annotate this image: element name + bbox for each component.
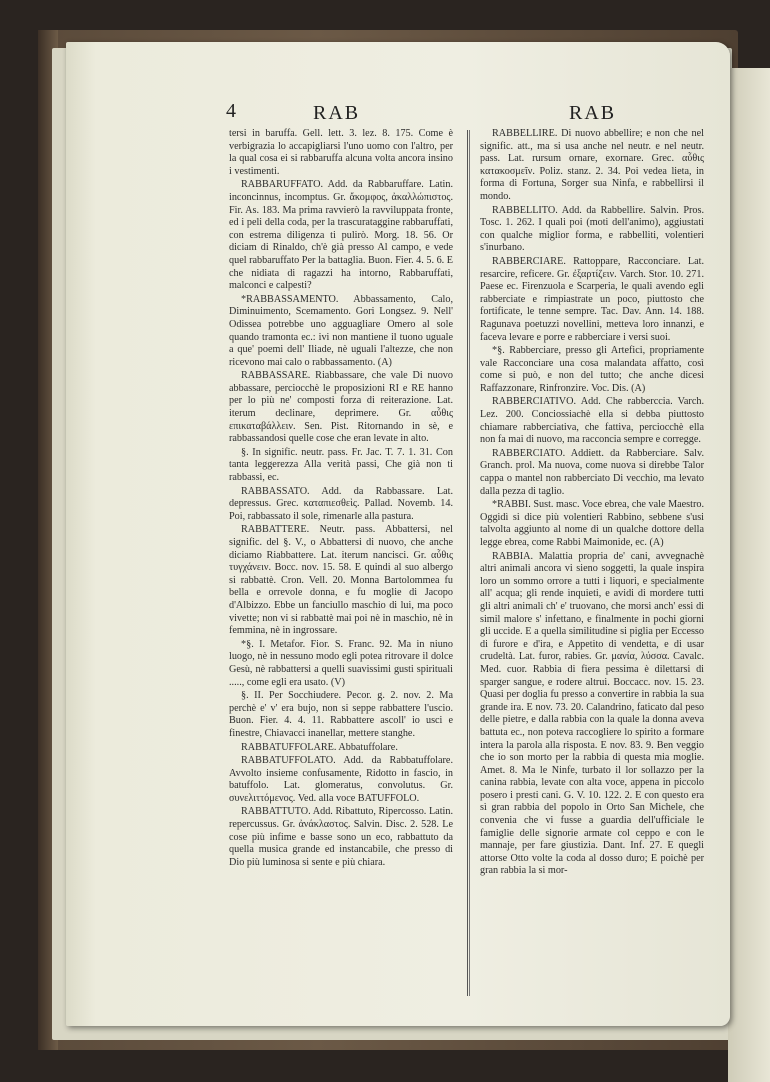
entry: RABBELLITO. Add. da Rabbellire. Salvin. Pros. Tosc. 1. 262. I quali poi (moti dell'animo), aggiustati con qualche miglior forma, e rabbelliti, volentieri s'inurbano. [480,204,704,254]
entry: §. In signific. neutr. pass. Fr. Jac. T. 7. 1. 31. Con tanta leggerezza Alla verità passi, Che già non ti rabbassi, ec. [229,446,453,484]
column-rule [467,130,468,996]
entry: RABBASSATO. Add. da Rabbassare. Lat. depressus. Grec. καταπιεσθεὶς. Pallad. Novemb. 14. Poi, rabbassato il sole, rimenarle alla pastura. [229,485,453,522]
entry: RABBATUFFOLATO. Add. da Rabbatuffolare. Avvolto insieme confusamente, Ridotto in fascio, in batuffolo. Lat. glomeratus, convolutus. Gr. συνελιττόμενος. Ved. alla voce BATUFFOLO. [229,755,453,804]
entry: RABBERCIATIVO. Add. Che rabberccia. Varch. Lez. 200. Conciossiachè ella si debba piuttosto chiamare rabberciativa, che fattiva, perciocchè ella non fa mai di nuovo, ma racconcia sempre e corregge. [480,396,704,446]
entry: RABBERCIATO. Addiett. da Rabberciare. Salv. Granch. prol. Ma nuova, come nuova si direbbe Talor cappa o mantel non rabberciato Di vecchio, ma levato dalla pezza di taglio. [480,447,704,497]
entry: RABBIA. Malattia propria de' cani, avvegnachè altri animali ancora vi sieno soggetti, la quale inspira loro un sommo orrore a tutti i liquori, e specialmente all' acqua; gli rende inquieti, e avidi di mordere tutti gli altri animali ch' e' truovano, che morsi anch' essi di simil malore s' infettano, e finalmente in pochi giorni gli uccide. E a quella similitudine si piglia per Eccesso di furore e d'ira, e Appetito di vendetta, e di usar crudeltà. Lat. furor, rabies. Gr. μανία, λύσσα. Cavalc. Med. cuor. Rabbia di fiera pessima è dilettarsi di sparger sangue, e rodere altrui. Boccacc. nov. 15. 23. Quasi per doglia fu presso a convertire in rabbia la sua grande ira. E nov. 73. 20. Calandrino, faticato dal peso delle pietre, e dalla rabbia con la quale la donna aveva battuta ec., non poteva raccogliere lo spirito a formare intera la parola alla risposta. E nov. 83. 9. Ben veggio che io son morto per la rabbia di questa mia moglie. Amet. 8. Ma le Ninfe, turbato il lor sollazzo per la canina rabbia, levate con alta voce, appena in piccolo posero i presti cani. G. V. 10. 122. 2. E con questo era sì gran rabbia del popolo in Orto San Michele, che convenia che vi fusse a guardia dell'ufficiale le famiglie delle signorie armate col ceppo e con le mannaje, per fare giustizia. Dant. Inf. 27. E quegli attorse Otto volte la coda al dosso duro; E poichè per gran rabbia la si mor- [480,550,704,877]
facing-leaf-edge [728,68,770,1082]
entry: RABBELLIRE. Di nuovo abbellire; e non che nel signific. att., ma si usa anche nel neutr. e nel neutr. pass. Lat. rursum ornare, exornare. Grec. αὖθις κατακοσμεῖν. Poliz. stanz. 2. 34. Poi vedea lieta, in forma di Fortuna, Sorger sua Ninfa, e rabbellirsi il mondo. [480,128,704,202]
entry: RABBATTUTO. Add. Ribattuto, Ripercosso. Latin. repercussus. Gr. ἀνάκλαστος. Salvin. Disc. 2. 528. Le cose più infime e basse sono un eco, rabbattuto da quella musica grande ed instancabile, che presso di Dio più luminosa si sente e più chiara. [229,806,453,868]
running-head-right: RAB [569,102,617,124]
right-column [480,128,704,998]
dictionary-page [66,42,730,1026]
entry: RABBARUFFATO. Add. da Rabbaruffare. Latin. inconcinnus, incomptus. Gr. ἄκομφος, ἀκαλλώπιστος. Fir. As. 183. Ma prima ravvierò la ravviluppata fronte, ed i peli della coda, per la trascurataggine rabbaruffati, con estrema diligenza ti pulirò. Morg. 18. 56. Or diciam di Rinaldo, ch'è già presso Al campo, e vede quel rabbaruffato Per la battaglia. Buon. Fier. 4. 5. 6. E che nidiata di ragazzi ha intorno, Rabbaruffati, malconci e calpesti? [229,179,453,292]
entry: *§. I. Metafor. Fior. S. Franc. 92. Ma in niuno luogo, nè in nessuno modo egli potea ritrovare il dolce Gesù, nè rabbattersi a quelli suavissimi gusti spirituali ....., come egli era usato. (V) [229,638,453,688]
entry: *RABBI. Sust. masc. Voce ebrea, che vale Maestro. Oggidì si dice più volentieri Rabbino, sebbene s'usi talvolta aggiunto al nome di un qualche dottore della legge ebrea, come Rabbi Maimonide, ec. (A) [480,499,704,548]
entry: RABBATTERE. Neutr. pass. Abbattersi, nel signific. del §. V., o Abbattersi di nuovo, che anche diciamo Riabbattere. Lat. iterum nancisci. Gr. αὖθις τυγχάνειν. Bocc. nov. 15. 58. E quindi al suo albergo si rabbattè. Cron. Vell. 20. Monna Bartolommea fu bella e orrevole donna, e fu moglie di Jacopo d'Albizzo. Ebbe un fanciullo maschio di lui, ma poco vivette; non vi si rabbattè mai poi nè in maschio, nè in femmina, nè in ingrossare. [229,524,453,637]
left-column [229,128,453,998]
page-number: 4 [226,100,236,122]
running-head-left: RAB [313,102,361,124]
entry: tersi in baruffa. Gell. lett. 3. lez. 8. 175. Come è verbigrazia lo accapigliarsi l'uno uomo con l'altro, per la qual cosa ei si rabbaruffa alcuna volta ancora insino i vestimenti. [229,128,453,177]
entry: §. II. Per Socchiudere. Pecor. g. 2. nov. 2. Ma perchè e' v' era bujo, non si seppe rabbattere l'uscio. Buon. Fier. 4. 4. 11. Rabbattere ascoll' io usci e finestre, Chiavacci inanellar, mettere stanghe. [229,690,453,739]
entry: *RABBASSAMENTO. Abbassamento, Calo, Diminuimento, Scemamento. Gori Longsez. 9. Nell' Odissea potrebbe uno agguagliare Omero al sole quando tramonta ec.: ivi non mantiene il tuono uguale a que' poemi dell' Iliade, nè uguali l'altezze, che non ricevono mai calo o rabbassamento. (A) [229,293,453,368]
entry: *§. Rabberciare, presso gli Artefici, propriamente vale Racconciare una cosa malandata affatto, così come si può, e non del tutto; che anche dicesi Raffazzonare, Rinfronzire. Voc. Dis. (A) [480,345,704,394]
entry: RABBASSARE. Riabbassare, che vale Di nuovo abbassare, perciocchè le proposizioni RI e RE hanno per lo più ne' composti forza di reiterazione. Lat. iterum declinare, deprimere. Gr. αὖθις επικαταβάλλειν. Sen. Pist. Ritornando in sè, e rabbassandosi quelle cose che eran levate in alto. [229,370,453,445]
column-rule [469,130,470,996]
entry: RABBERCIARE. Rattoppare, Racconciare. Lat. resarcire, reficere. Gr. ἐξαρτίζειν. Varch. Stor. 10. 271. Paese ec. Firenzuola e Scarperia, le quali avendo egli rabberciate e rimpiastrate un poco, piuttosto che fortificate, le tenne sempre. Tac. Dav. Ann. 14. 188. Ragunava poetuzzi novellini, metteva loro innanzi, e faceva levare e porre e rabberciare i versi suoi. [480,255,704,343]
entry: RABBATUFFOLARE. Abbatuffolare. [241,741,398,753]
